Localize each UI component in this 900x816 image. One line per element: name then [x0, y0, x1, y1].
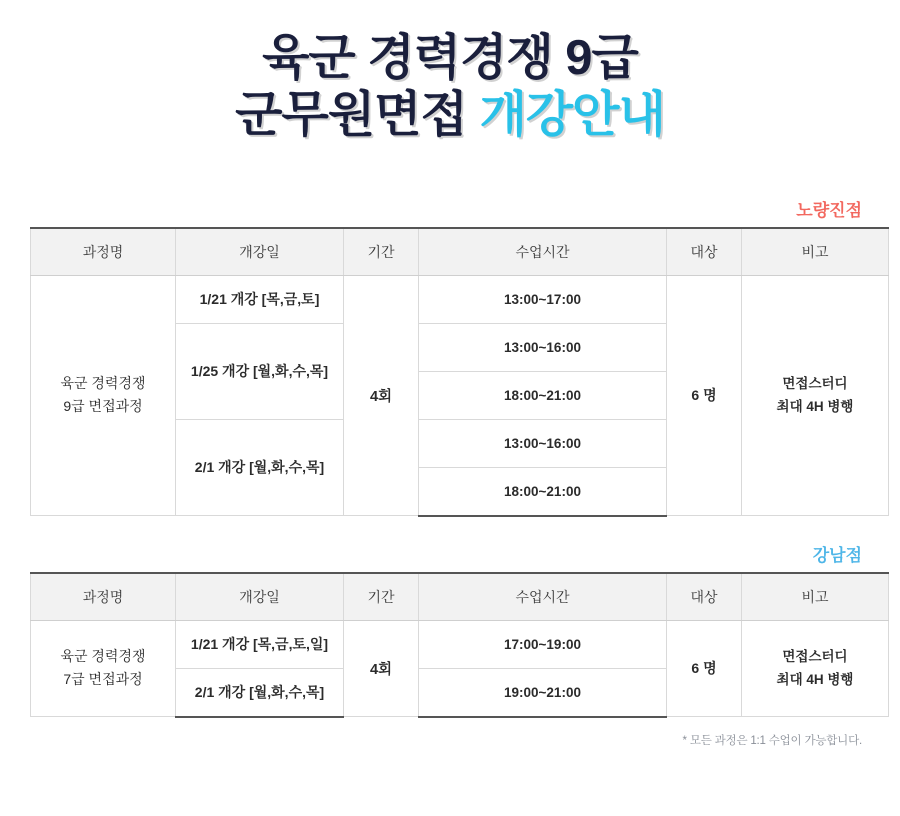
- cell-class-time: 19:00~21:00: [419, 668, 667, 717]
- column-header-target: 대상: [667, 228, 742, 276]
- cell-period: 4회: [344, 275, 419, 516]
- table-header-row: [31, 228, 889, 276]
- schedule-table-gangnam-wrap: [0, 572, 900, 718]
- course-name-line-2: 7급 면접과정: [63, 671, 143, 688]
- cell-start-date: 1/21 개강 [목,금,토,일]: [176, 620, 344, 668]
- schedule-table-gangnam: [30, 572, 889, 718]
- note-line-1: 면접스터디: [782, 375, 848, 391]
- course-name-line-1: 육군 경력경쟁: [60, 647, 146, 664]
- table-body-noryangjin: [31, 275, 889, 516]
- cell-note: [742, 275, 889, 516]
- cell-course-name: [31, 620, 176, 717]
- schedule-table-noryangjin-wrap: [0, 227, 900, 517]
- title-accent-text: 개강안내: [479, 87, 665, 142]
- column-header-note: 비고: [742, 573, 889, 621]
- table-body-gangnam: [31, 620, 889, 717]
- table-header-gangnam: [31, 573, 889, 621]
- column-header-course: 과정명: [31, 573, 176, 621]
- cell-class-time: 18:00~21:00: [419, 467, 667, 516]
- cell-class-time: 13:00~17:00: [419, 275, 667, 323]
- page-title: [0, 0, 900, 144]
- table-row: [31, 620, 889, 668]
- note-line-1: 면접스터디: [782, 648, 848, 664]
- branch-label-gangnam: 강남점: [812, 545, 862, 565]
- branch-label-noryangjin: 노량진점: [796, 200, 862, 220]
- cell-start-date: 1/21 개강 [목,금,토]: [176, 275, 344, 323]
- column-header-course: 과정명: [31, 228, 176, 276]
- column-header-start-date: 개강일: [176, 228, 344, 276]
- title-line-1: 육군 경력경쟁 9급: [262, 31, 638, 85]
- course-name-line-1: 육군 경력경쟁: [60, 374, 146, 391]
- cell-class-time: 13:00~16:00: [419, 323, 667, 371]
- cell-class-time: 18:00~21:00: [419, 371, 667, 419]
- cell-start-date: 2/1 개강 [월,화,수,목]: [176, 419, 344, 516]
- note-line-2: 최대 4H 병행: [776, 672, 854, 688]
- course-name-line-2: 9급 면접과정: [63, 398, 143, 415]
- column-header-period: 기간: [344, 573, 419, 621]
- column-header-target: 대상: [667, 573, 742, 621]
- column-header-note: 비고: [742, 228, 889, 276]
- cell-target: 6 명: [667, 275, 742, 516]
- cell-period: 4회: [344, 620, 419, 717]
- title-main-text: 군무원면접: [235, 87, 467, 142]
- column-header-class-time: 수업시간: [419, 228, 667, 276]
- note-line-2: 최대 4H 병행: [776, 399, 854, 415]
- table-header-noryangjin: [31, 228, 889, 276]
- cell-class-time: 17:00~19:00: [419, 620, 667, 668]
- footnote: * 모든 과정은 1:1 수업이 가능합니다.: [682, 734, 862, 747]
- cell-start-date: 2/1 개강 [월,화,수,목]: [176, 668, 344, 717]
- cell-note: [742, 620, 889, 717]
- cell-start-date: 1/25 개강 [월,화,수,목]: [176, 323, 344, 419]
- cell-course-name: [31, 275, 176, 516]
- cell-target: 6 명: [667, 620, 742, 717]
- table-row: [31, 275, 889, 323]
- cell-class-time: 13:00~16:00: [419, 419, 667, 467]
- column-header-period: 기간: [344, 228, 419, 276]
- schedule-table-noryangjin: [30, 227, 889, 517]
- table-header-row: [31, 573, 889, 621]
- column-header-start-date: 개강일: [176, 573, 344, 621]
- column-header-class-time: 수업시간: [419, 573, 667, 621]
- title-line-2: [0, 87, 900, 144]
